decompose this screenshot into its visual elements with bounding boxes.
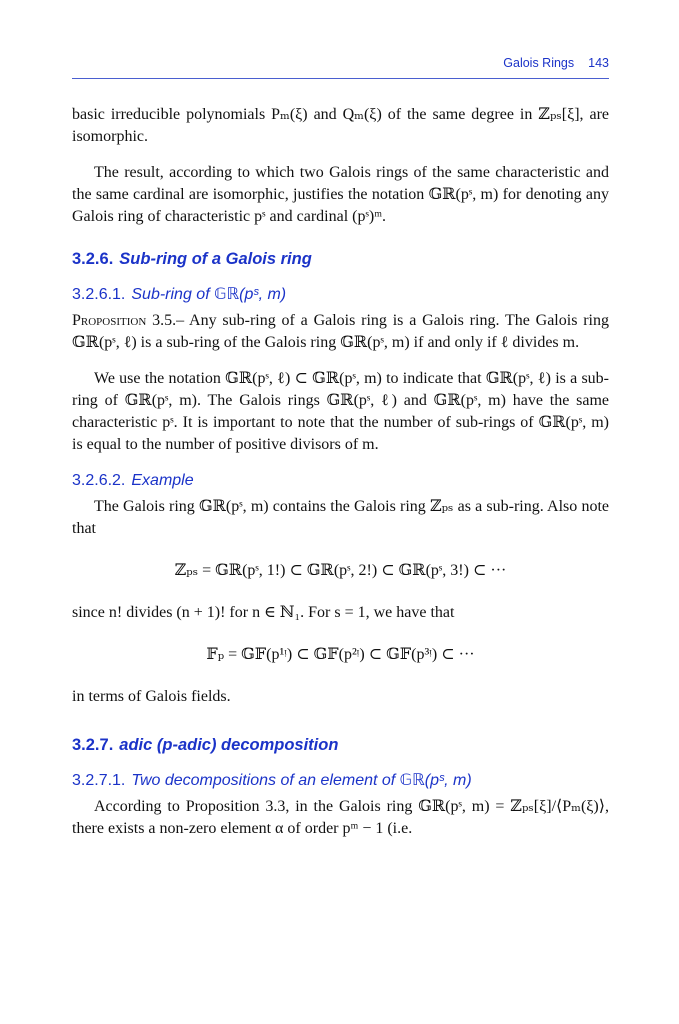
proposition-3-5	[72, 310, 609, 354]
paragraph-example: The Galois ring 𝔾ℝ(pˢ, m) contains the Galois ring ℤₚₛ as a sub-ring. Also note that	[72, 498, 609, 537]
subsection-heading-3-2-7-1: 3.2.7.1. Two decompositions of an element of 𝔾ℝ(pˢ, m)	[72, 772, 472, 789]
equation-field-chain: 𝔽ₚ = 𝔾𝔽(p¹ᵎ) ⊂ 𝔾𝔽(p²ᵎ) ⊂ 𝔾𝔽(p³ᵎ) ⊂ ···	[206, 646, 475, 663]
subsection-heading-3-2-6-1: 3.2.6.1. Sub-ring of 𝔾ℝ(pˢ, m)	[72, 286, 287, 303]
paragraph-galois-fields: in terms of Galois fields.	[72, 688, 231, 705]
paragraph-decomposition: According to Proposition 3.3, in the Galois ring 𝔾ℝ(pˢ, m) = ℤₚₛ[ξ]/⟨Pₘ(ξ)⟩, there exists a non-zero element α of order pᵐ − 1 (i.e.	[72, 798, 609, 837]
proposition-text: Any sub-ring of a Galois ring is a Galois ring. The Galois ring 𝔾ℝ(pˢ, ℓ) is a sub-ring of the Galois ring 𝔾ℝ(pˢ, m) if and only if ℓ divides m.	[72, 312, 609, 351]
subsection-heading-3-2-6-2: 3.2.6.2. Example	[72, 472, 194, 489]
page-number: 143	[588, 56, 609, 70]
section-heading-3-2-7: 3.2.7. adic (p-adic) decomposition	[72, 736, 339, 754]
paragraph-subring-notation: We use the notation 𝔾ℝ(pˢ, ℓ) ⊂ 𝔾ℝ(pˢ, m) to indicate that 𝔾ℝ(pˢ, ℓ) is a sub-ring of 𝔾ℝ(pˢ, m). The Galois rings 𝔾ℝ(pˢ, ℓ) and 𝔾ℝ(pˢ, m) have the same characteristic pˢ. It is important to note that the number of sub-rings of 𝔾ℝ(pˢ, m) is equal to the number of positive divisors of m.	[72, 370, 609, 453]
paragraph-notation: The result, according to which two Galois rings of the same characteristic and the same cardinal are isomorphic, justifies the notation 𝔾ℝ(pˢ, m) for denoting any Galois ring of characteristic pˢ and cardinal (pˢ)ᵐ.	[72, 164, 609, 225]
running-title: Galois Rings	[503, 56, 575, 70]
paragraph-continuation: basic irreducible polynomials Pₘ(ξ) and Qₘ(ξ) of the same degree in ℤₚₛ[ξ], are isomorphic.	[72, 106, 609, 145]
equation-subring-chain: ℤₚₛ = 𝔾ℝ(pˢ, 1!) ⊂ 𝔾ℝ(pˢ, 2!) ⊂ 𝔾ℝ(pˢ, 3!) ⊂ ···	[174, 562, 507, 579]
running-head	[72, 56, 609, 79]
paragraph-since: since n! divides (n + 1)! for n ∈ ℕ₁. For s = 1, we have that	[72, 604, 455, 621]
page-body	[72, 104, 609, 840]
proposition-label: Proposition 3.5.–	[72, 312, 185, 329]
section-heading-3-2-6: 3.2.6. Sub-ring of a Galois ring	[72, 250, 312, 268]
